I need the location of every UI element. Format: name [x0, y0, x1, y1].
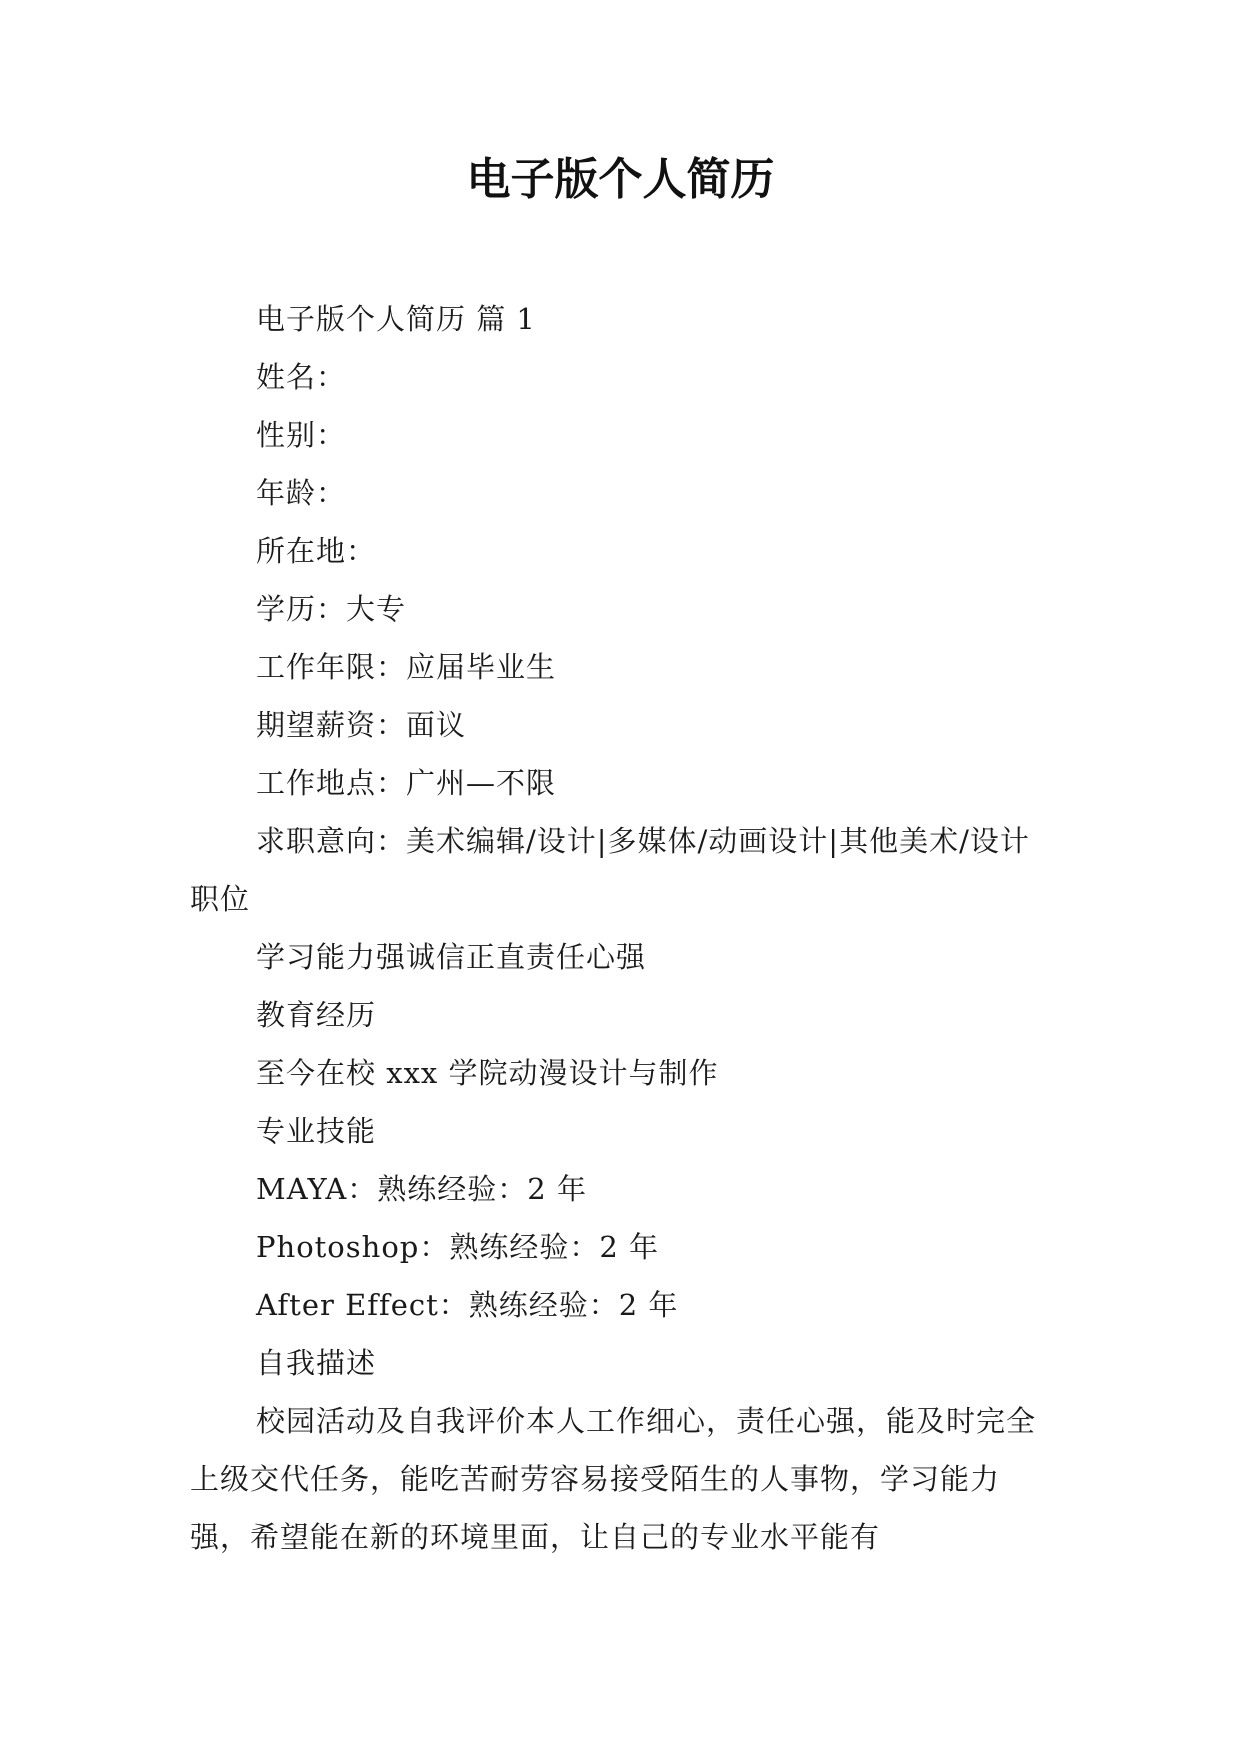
document-body — [190, 290, 1056, 1566]
document-title: 电子版个人简历 — [466, 154, 775, 205]
self-description-heading: 自我描述 — [256, 1346, 377, 1380]
field-expected-salary: 期望薪资：面议 — [256, 708, 467, 742]
skill-item: MAYA：熟练经验：2 年 — [256, 1172, 587, 1206]
skill-item: After Effect：熟练经验：2 年 — [256, 1288, 679, 1322]
education-item: 至今在校 xxx 学院动漫设计与制作 — [256, 1056, 719, 1090]
skills-heading: 专业技能 — [256, 1114, 377, 1148]
field-education: 学历：大专 — [256, 592, 407, 626]
field-work-location: 工作地点：广州—不限 — [256, 766, 557, 800]
field-gender: 性别： — [256, 418, 347, 452]
field-age: 年龄： — [256, 476, 347, 510]
field-name: 姓名： — [256, 360, 347, 394]
self-description-text: 校园活动及自我评价本人工作细心，责任心强，能及时完全上级交代任务，能吃苦耐劳容易接受陌生的人事物，学习能力强，希望能在新的环境里面，让自己的专业水平能有 — [190, 1404, 1037, 1554]
field-location: 所在地： — [256, 534, 377, 568]
skill-item: Photoshop：熟练经验：2 年 — [256, 1230, 660, 1264]
summary-line: 学习能力强诚信正直责任心强 — [256, 940, 647, 974]
education-heading: 教育经历 — [256, 998, 377, 1032]
field-job-intention: 求职意向：美术编辑/设计|多媒体/动画设计|其他美术/设计职位 — [190, 824, 1030, 916]
section-heading: 电子版个人简历 篇 1 — [256, 302, 536, 336]
field-work-years: 工作年限：应届毕业生 — [256, 650, 557, 684]
